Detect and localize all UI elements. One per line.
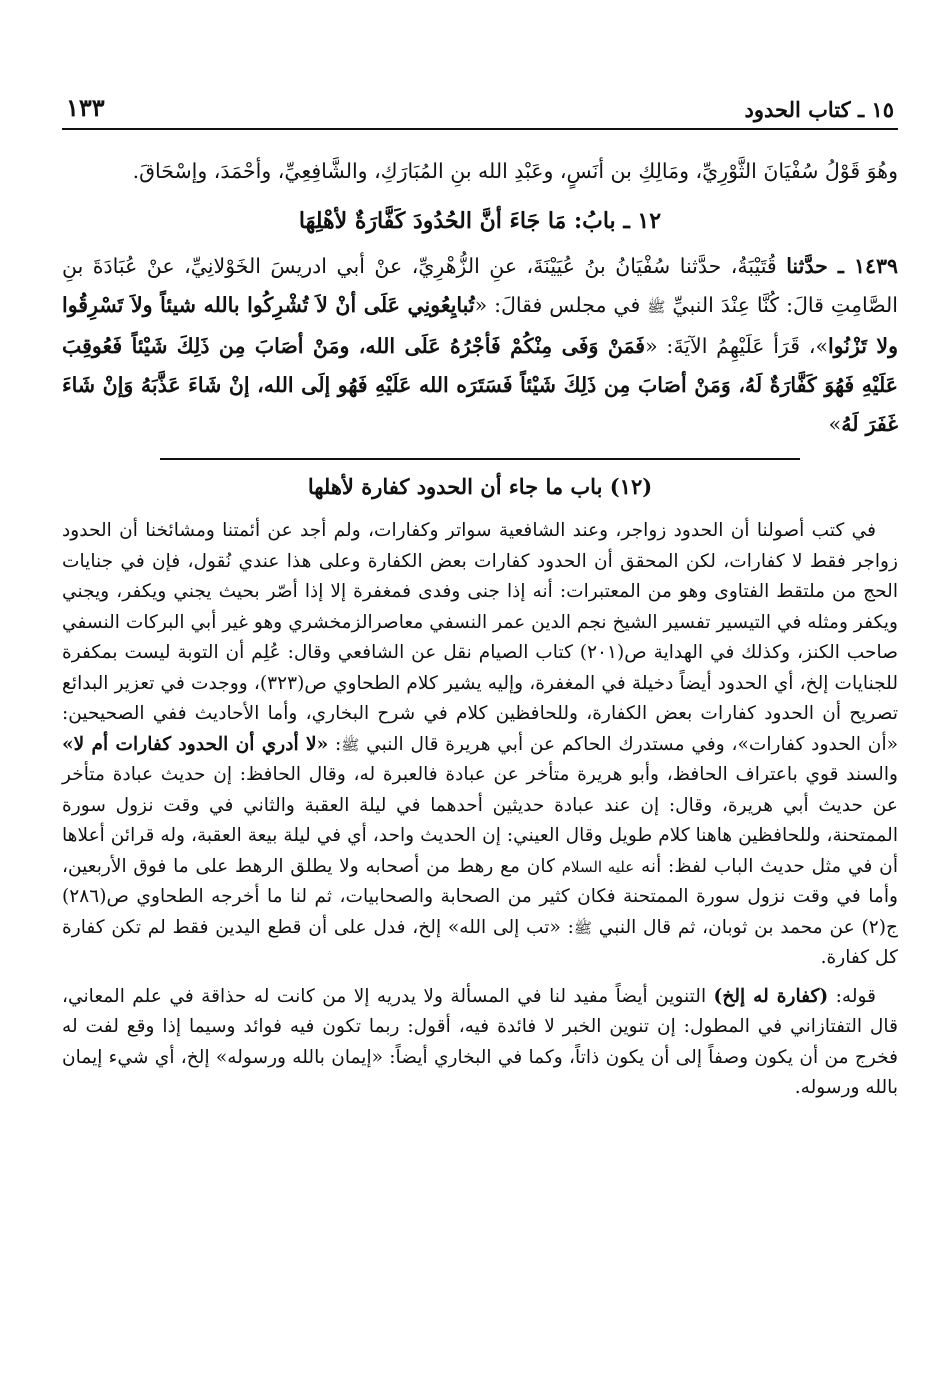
salla-glyph: ﷺ: [573, 918, 592, 937]
chapter-title: ١٥ ـ كتاب الحدود: [744, 97, 894, 122]
hadith-end: »: [828, 412, 842, 436]
commentary-paragraph-2: [62, 982, 898, 1104]
commentary: [62, 470, 898, 1104]
commentary-heading: (١٢) باب ما جاء أن الحدود كفارة لأهلها: [307, 474, 653, 499]
hadith-number: ١٤٣٩ ـ حدَّثنا: [786, 254, 898, 278]
commentary-p1-quote: «لا أدري أن الحدود كفارات أم لا»: [62, 733, 329, 755]
hadith-middle: »، قَرَأ عَلَيْهِمُ الآيَةَ: «: [645, 334, 828, 358]
intro-paragraph: وهُوَ قَوْلُ سُفْيَانَ الثَّوْرِيِّ، ومَالِكِ بن أنَسٍ، وعَبْدِ الله بنِ المُبَارَكِ، والشَّافِعِيِّ، وأحْمَدَ، وإسْحَاقَ.: [132, 159, 898, 183]
commentary-p1-b: والسند قوي باعتراف الحافظ، وأبو هريرة متأخر عن عبادة فالعبرة له، وقال الحافظ: إن حديث عبادة متأخر عن حديث أبي هريرة، وقال: إن عند عبادة حديثين أحدهما في ليلة العقبة والثاني في وقت نزول سورة الممتحنة، وللحافظين هاهنا كلام طويل وقال العيني: إن الحديث واحد، أي في ليلة بيعة العقبة، وله قرائن أعلاها أن في مثل حديث الباب لفظ: أنه: [62, 764, 899, 877]
commentary-p1-c: كان مع رهط من أصحابه ولا يطلق الرهط على ما فوق الأربعين، وأما في وقت نزول سورة الممتحنة فكان كثير من الصحابة والصحابيات، ثم لنا ما أخرجه الطحاوي ص(٢٨٦) ج(٢) عن محمد بن ثوبان، ثم قال النبي: [62, 855, 898, 938]
page-number: ١٣٣: [66, 93, 105, 122]
commentary-p2-lead: قوله:: [828, 985, 876, 1007]
salla-glyph: ﷺ: [341, 735, 360, 754]
hadith-text-part1: تُبايِعُونِي عَلَى أنْ لاَ تُشْرِكُوا بالله شيئاً ولاَ تَسْرِقُوا ولا تَزْنُوا: [62, 293, 898, 358]
hadith-narrators: قُتَيْبَةُ، حدَّثنا سُفْيَانُ بنُ عُيَيْنَةَ، عنِ الزُّهْرِيِّ، عنْ أبي ادريسَ الخَوْلانِيِّ، عنْ عُبَادَةَ بنِ الصَّامِتِ قالَ: كُنَّا عِنْدَ النبيِّ: [62, 254, 898, 317]
hadith-context: في مجلس فقالَ: «: [474, 293, 648, 317]
salla-glyph: ﷺ: [647, 298, 666, 316]
hadith-text-part2: فَمَنْ وَفَى مِنْكُمْ فَأجْرُهُ عَلَى الله، ومَنْ أصَابَ مِن ذَلِكَ شَيْئاً فَعُوقِبَ عَلَيْهِ فَهُوَ كَفَّارَةٌ لَهُ، وَمَنْ أصَابَ مِن ذَلِكَ شَيْئاً فَسَتَرَه الله عَلَيْهِ فَهُو إلَى الله، إنْ شَاءَ عَذَّبَهُ وَإنْ شَاءَ غَفَرَ لَهُ: [62, 334, 898, 436]
main-text: [62, 152, 898, 444]
hadith-paragraph: [62, 247, 898, 444]
commentary-p1-d: : «تب إلى الله» إلخ، فدل على أن قطع اليدين فقط لم تكن كفارة كل كفارة.: [62, 916, 898, 968]
commentary-p2-term: (كفارة له إلخ): [713, 985, 829, 1007]
commentary-paragraph-1: في كتب أصولنا أن الحدود زواجر، وعند الشافعية سواتر وكفارات، ولم أجد عن أئمتنا ومشائخنا أن الحدود زواجر فقط لا كفارات، لكن المحقق أن الحدود كفارات بعض الكفارة وعلى هذا عندي نُقول، فإن في جنايات الحج من ملتقط الفتاوى وهو من المعتبرات: أنه إذا جنى وفدى فمغفرة إلا إذا أصّر بحيث يجني ويكفر، ويجني ويكفر ومثله في التيسير تفسير الشيخ نجم الدين عمر النسفي معاصرالزمخشري وهو غير أبي البركات النسفي صاحب الكنز، وكذلك في الهداية ص(٢٠١) كتاب الصيام نقل عن الشافعي وقال: عُلِم أن التوبة ليست بمكفرة للجنايات إلخ، أي الحدود أيضاً دخيلة في المغفرة، وإليه يشير كلام الطحاوي ص(٣٢٣)، ووجدت في تعزير البدائع تصريح أن الحدود كفارات بعض الكفارة، وللحافظين كلام في شرح البخاري، وأما الأحاديث ففي الصحيحين: «أن الحدود كفارات»، وفي مستدرك الحاكم عن أبي هريرة قال النبي ﷺ: «لا أدري أن الحدود كفارات أم لا» والسند قوي باعتراف الحافظ، وأبو هريرة متأخر عن عبادة فالعبرة له، وقال الحافظ: إن حديث عبادة متأخر عن حديث أبي هريرة، وقال: إن عند عبادة حديثين أحدهما في ليلة العقبة والثاني في وقت نزول سورة الممتحنة، وللحافظين هاهنا كلام طويل وقال العيني: إن الحديث واحد، أي في ليلة بيعة العقبة، وله قرائن أعلاها أن في مثل حديث الباب لفظ: أنه عليه السلام كان مع رهط من أصحابه ولا يطلق الرهط على ما فوق الأربعين، وأما في وقت نزول سورة الممتحنة فكان كثير من الصحابة والصحابيات، ثم لنا ما أخرجه الطحاوي ص(٢٨٦) ج(٢) عن محمد بن ثوبان، ثم قال النبي ﷺ: «تب إلى الله» إلخ، فدل على أن قطع اليدين فقط لم تكن كفارة كل كفارة.: [62, 520, 899, 968]
section-heading: ١٢ ـ بابُ: مَا جَاءَ أنَّ الحُدُودَ كَفَّارَةٌ لأهْلِهَا: [298, 208, 662, 234]
section-divider: [160, 458, 800, 460]
alayhi-salam-glyph: عليه السلام: [561, 857, 635, 876]
commentary-p2-body: التنوين أيضاً مفيد لنا في المسألة ولا يدريه إلا من كانت له حذاقة في علم المعاني، قال التفتازاني في المطول: إن تنوين الخبر لا فائدة فيه، أقول: ربما تكون فيه فوائد وسيما إذا وقع لفت له فخرج من أن يكون وصفاً إلى أن يكون ذاتاً، وكما في البخاري أيضاً: «إيمان بالله ورسوله» إلخ، أي شيء إيمان بالله ورسوله.: [62, 985, 898, 1098]
commentary-p1-a: في كتب أصولنا أن الحدود زواجر، وعند الشافعية سواتر وكفارات، ولم أجد عن أئمتنا ومشائخنا أن الحدود زواجر فقط لا كفارات، لكن المحقق أن الحدود كفارات بعض الكفارة وعلى هذا عندي نُقول، فإن في جنايات الحج من ملتقط الفتاوى وهو من المعتبرات: أنه إذا جنى وفدى فمغفرة إلا إذا أصّر بحيث يجني ويكفر، ويجني ويكفر ومثله في التيسير تفسير الشيخ نجم الدين عمر النسفي معاصرالزمخشري وهو غير أبي البركات النسفي صاحب الكنز، وكذلك في الهداية ص(٢٠١) كتاب الصيام نقل عن الشافعي وقال: عُلِم أن التوبة ليست بمكفرة للجنايات إلخ، أي الحدود أيضاً دخيلة في المغفرة، وإليه يشير كلام الطحاوي ص(٣٢٣)، ووجدت في تعزير البدائع تصريح أن الحدود كفارات بعض الكفارة، وللحافظين كلام في شرح البخاري، وأما الأحاديث ففي الصحيحين: «أن الحدود كفارات»، وفي مستدرك الحاكم عن أبي هريرة قال النبي: [62, 520, 898, 755]
book-page: [62, 78, 898, 1104]
running-header: [62, 78, 898, 130]
